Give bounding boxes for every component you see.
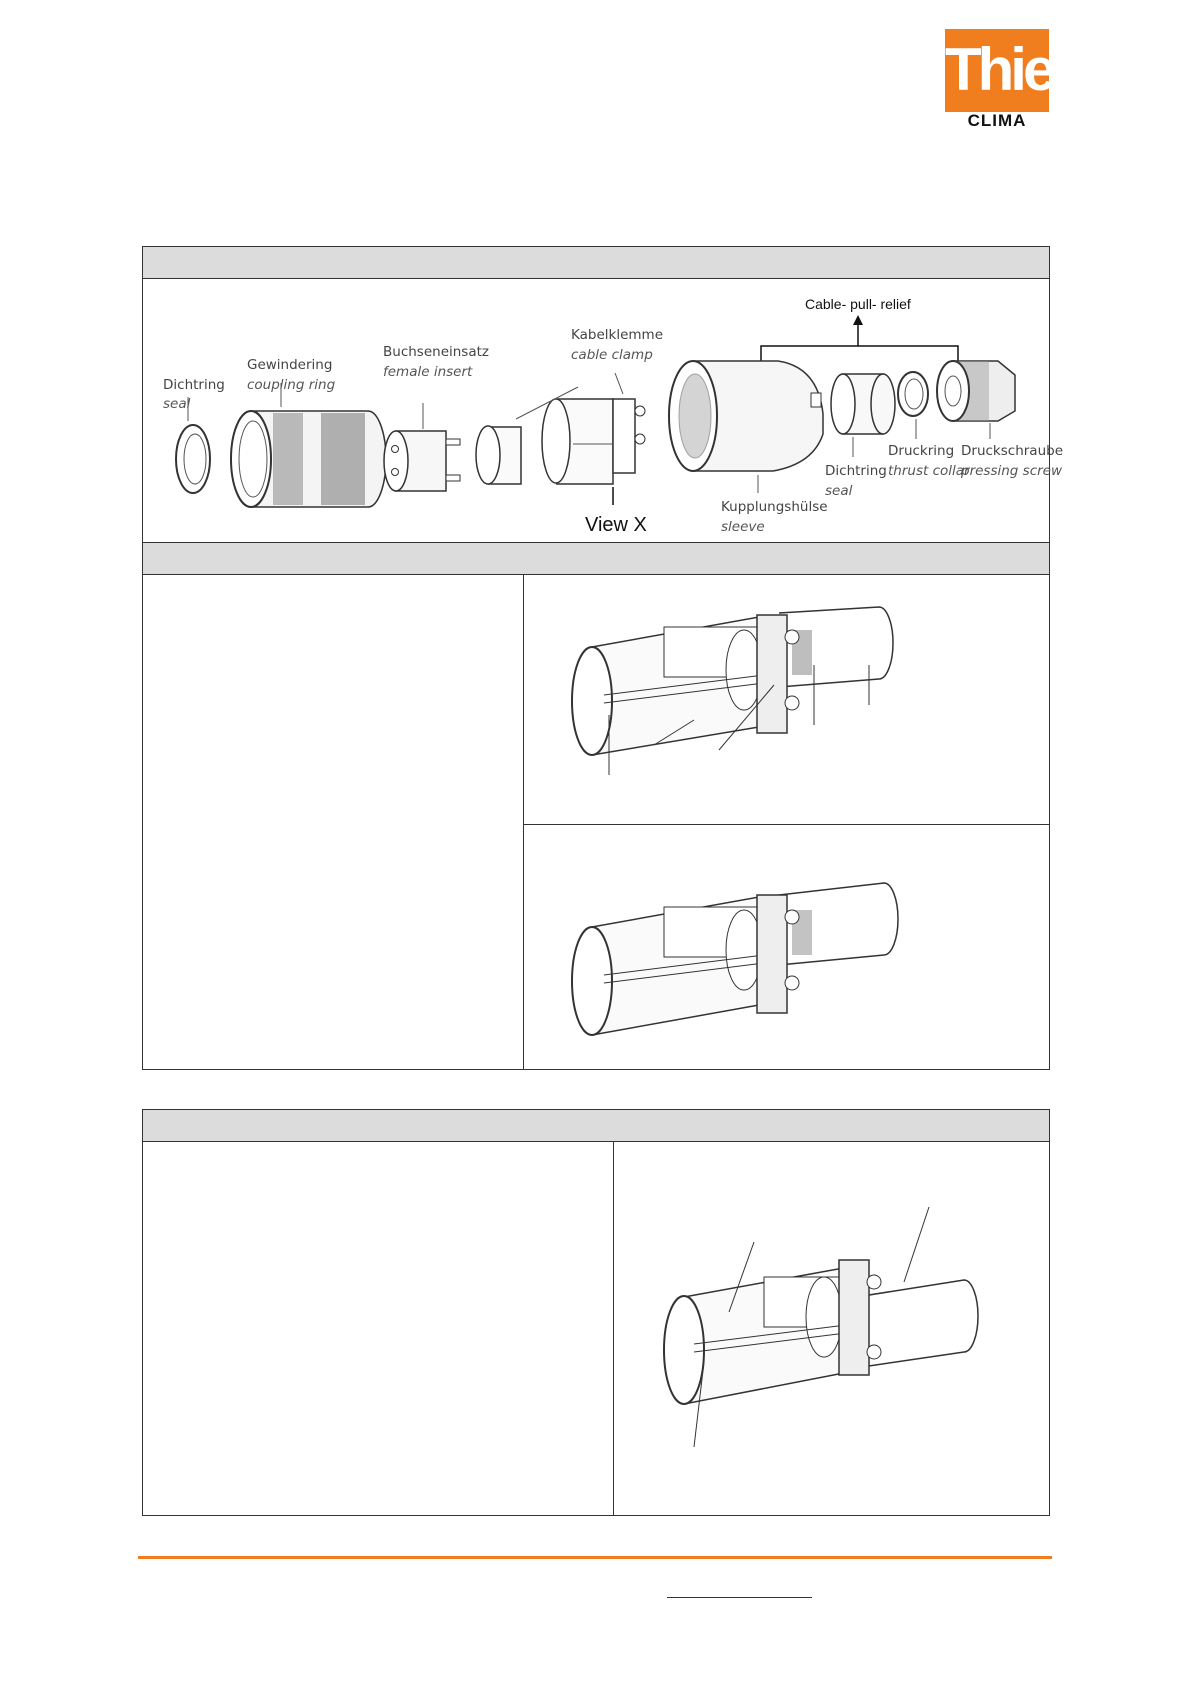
- label-thrust-collar-de: Druckring: [888, 443, 955, 459]
- assembled-connector-drawing: [614, 1142, 1049, 1515]
- thies-clima-logo: [945, 29, 1082, 130]
- label-seal-en: seal: [163, 396, 191, 412]
- label-cable-clamp-en: cable clamp: [571, 347, 653, 363]
- seal-sleeve-drawing: [831, 374, 895, 434]
- view-x-drawing-cable: [524, 575, 1049, 824]
- female-insert-drawing: [384, 431, 460, 491]
- label-female-insert-en: female insert: [383, 364, 473, 380]
- label-sleeve-de: Kupplungshülse: [721, 499, 828, 515]
- label-sleeve-en: sleeve: [721, 519, 765, 535]
- cable-clamp-drawing: [542, 399, 645, 484]
- header-bar-step1: [143, 542, 1049, 575]
- view-x-drawing-assembled: [524, 825, 1049, 1069]
- footer-rule: [138, 1556, 1052, 1559]
- pressing-screw-drawing: [937, 361, 1015, 421]
- assembly-panel-bottom: [142, 1109, 1050, 1516]
- footer-link-underline[interactable]: [667, 1597, 812, 1598]
- label-seal2-en: seal: [825, 483, 853, 499]
- exploded-view-diagram: [143, 279, 1064, 542]
- header-bar-parts: [143, 247, 1049, 279]
- cable-clamp-half-drawing: [476, 426, 521, 484]
- label-coupling-ring-de: Gewindering: [247, 357, 333, 373]
- label-seal2-de: Dichtring: [825, 463, 887, 479]
- logo-sub: CLIMA: [967, 111, 1027, 130]
- label-view-x: View X: [585, 514, 647, 536]
- label-seal-de: Dichtring: [163, 377, 225, 393]
- coupling-ring-drawing: [231, 411, 386, 507]
- label-coupling-ring-en: coupling ring: [247, 377, 336, 393]
- header-bar-step2: [143, 1110, 1049, 1142]
- label-thrust-collar-en: thrust collar: [888, 463, 970, 479]
- label-pressing-screw-de: Druckschraube: [961, 443, 1064, 459]
- label-cable-clamp-de: Kabelklemme: [571, 327, 663, 343]
- label-female-insert-de: Buchseneinsatz: [383, 344, 489, 360]
- cable-pull-relief-label: Cable- pull- relief: [805, 296, 911, 312]
- thrust-collar-drawing: [898, 372, 928, 416]
- label-pressing-screw-en: pressing screw: [961, 463, 1063, 479]
- relief-bracket: [761, 346, 958, 361]
- assembly-panel-top: [142, 246, 1064, 1070]
- sleeve-drawing: [669, 361, 823, 471]
- seal-ring-drawing: [176, 425, 210, 493]
- logo-brand: Thies: [945, 36, 1082, 103]
